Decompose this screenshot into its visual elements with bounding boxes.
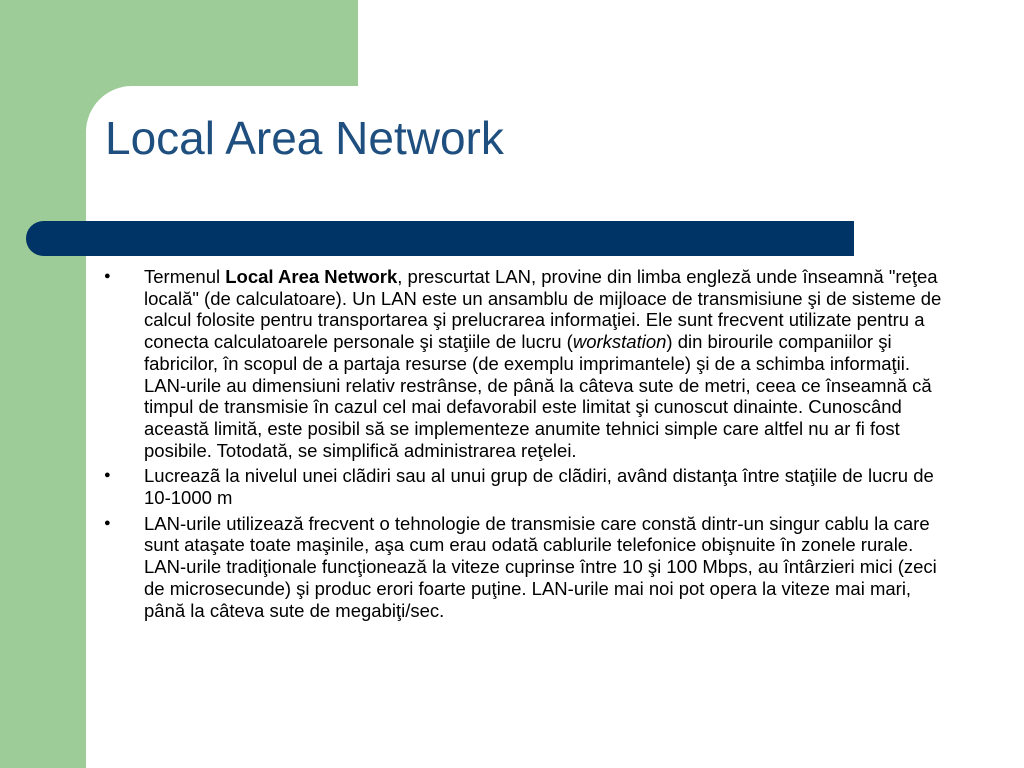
bullet-text: LAN-urile utilizează frecvent o tehnologie de transmisie care constă dintr-un singur cablu la care sunt ataşate toate maşinile, aşa cum erau odată cablurile telefonice obişnuite în zonele rurale. LAN-urile tradiţionale funcţionează la viteze cuprinse între 10 şi 100 Mbps, au întârzieri mici (zeci de microsecunde) şi produc erori foarte puţine. LAN-urile mai noi pot opera la viteze mai mari, până la câteva sute de megabiţi/sec. xyxy=(144,512,937,621)
slide-title: Local Area Network xyxy=(105,112,504,164)
bullet-text: Lucreazã la nivelul unei clãdiri sau al unui grup de clãdiri, având distanţa între staţiile de lucru de 10-1000 m xyxy=(144,465,934,509)
bullet-dot-icon: ● xyxy=(104,270,111,282)
bullet-body-text-continued: ) din birourile companiilor şi fabricilor, în scopul de a partaja resurse (de exemplu imprimantele) şi de a schimba informaţii. LAN-urile au dimensiuni relativ restrânse, de până la câteva sute de metri, ceea ce înseamnă că timpul de transmisie în cazul cel mai defavorabil este limitat şi cunoscut dinainte. Cunoscând această limită, este posibil să se implementeze anumite tehnici simple care altfel nu ar fi fost posibile. Totodată, se simplifică administrarea reţelei. xyxy=(144,331,932,461)
bullet-dot-icon: ● xyxy=(104,516,111,529)
bullet-item-transmission-technology xyxy=(104,513,954,622)
bold-term: Local Area Network xyxy=(225,266,398,287)
bullet-list xyxy=(104,266,954,625)
italic-term: workstation xyxy=(572,331,667,353)
title-underline-bar xyxy=(26,221,854,256)
bullet-body-text: , prescurtat LAN, provine din limba engleză unde înseamnă "reţea locală" (de calculatoare). Un LAN este un ansamblu de mijloace de transmisiune şi de sisteme de calcul folosite pentru transportarea şi prelucrarea informaţiei. Ele sunt frecvent utilizate pentru a conecta calculatoarele personale şi staţiile de lucru ( xyxy=(144,266,942,353)
bullet-intro-text: Termenul xyxy=(144,266,226,287)
bullet-item-building-level xyxy=(104,465,954,508)
bullet-text xyxy=(144,266,954,461)
bullet-item-lan-definition xyxy=(104,266,954,461)
bullet-dot-icon: ● xyxy=(104,469,111,482)
